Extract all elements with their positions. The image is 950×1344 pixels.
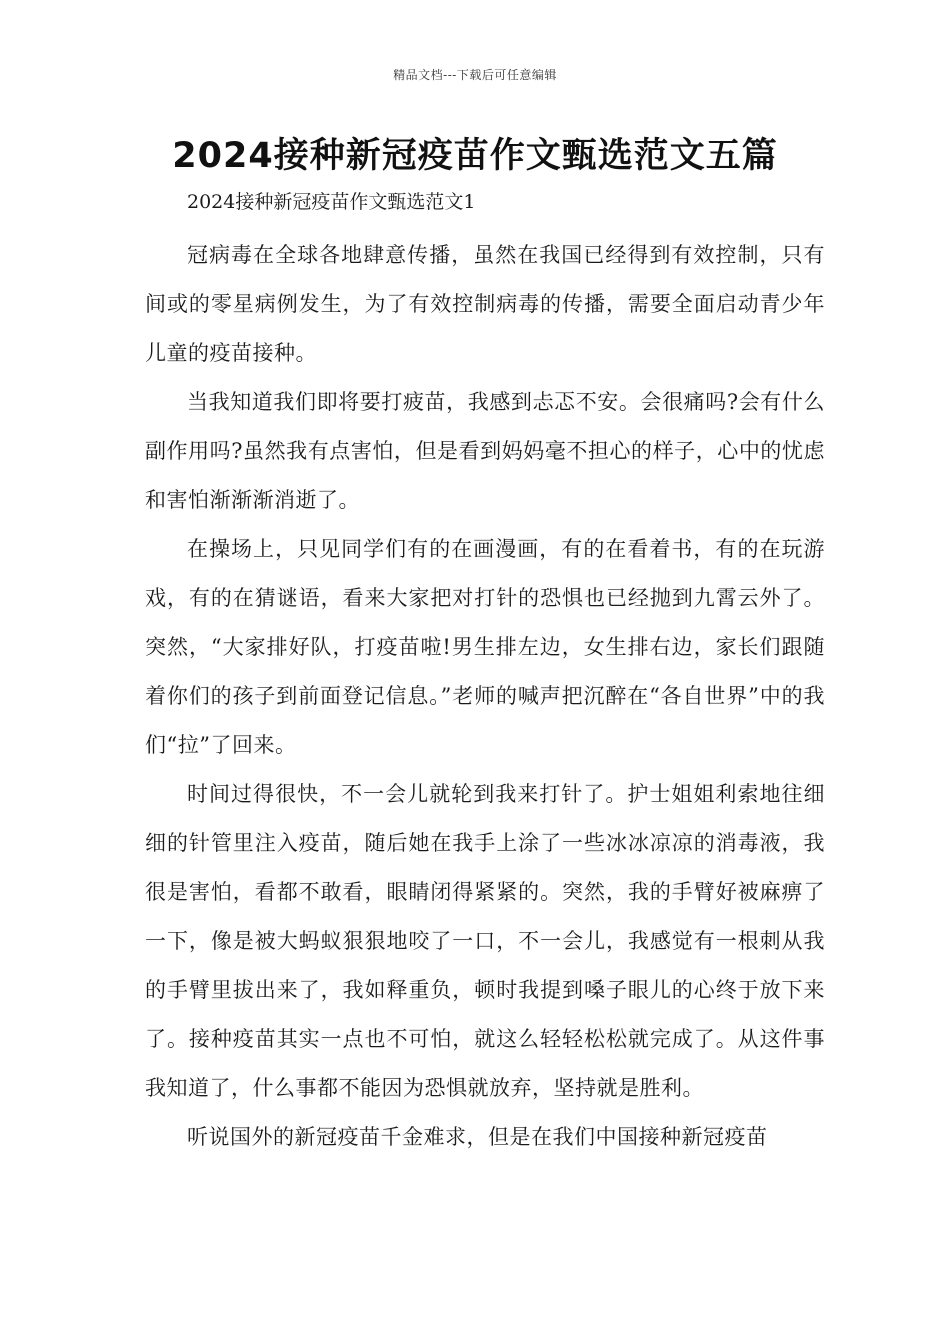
paragraph: 当我知道我们即将要打疲苗，我感到忐忑不安。会很痛吗?会有什么副作用吗?虽然我有点害怕，但是看到妈妈毫不担心的样子，心中的忧虑和害怕渐渐渐消逝了。 bbox=[145, 390, 825, 512]
document-body bbox=[145, 231, 825, 1162]
paragraph: 冠病毒在全球各地肆意传播，虽然在我国已经得到有效控制，只有间或的零星病例发生，为了有效控制病毒的传播，需要全面启动青少年儿童的疫苗接种。 bbox=[145, 243, 825, 365]
page-header: 精品文档---下载后可任意编辑 bbox=[393, 68, 557, 82]
paragraph: 在操场上，只见同学们有的在画漫画，有的在看着书，有的在玩游戏，有的在猜谜语，看来大家把对打针的恐惧也已经抛到九霄云外了。突然，“大家排好队，打疫苗啦!男生排左边，女生排右边，家长们跟随着你们的孩子到前面登记信息。”老师的喊声把沉醉在“各自世界”中的我们“拉”了回来。 bbox=[145, 537, 825, 757]
paragraph: 时间过得很快，不一会儿就轮到我来打针了。护士姐姐利索地往细细的针管里注入疫苗，随后她在我手上涂了一些冰冰凉凉的消毒液，我很是害怕，看都不敢看，眼睛闭得紧紧的。突然，我的手臂好被麻痹了一下，像是被大蚂蚁狠狠地咬了一口，不一会儿，我感觉有一根刺从我的手臂里拔出来了，我如释重负，顿时我提到嗓子眼儿的心终于放下来了。接种疫苗其实一点也不可怕，就这么轻轻松松就完成了。从这件事我知道了，什么事都不能因为恐惧就放弃，坚持就是胜利。 bbox=[145, 782, 825, 1100]
document-subtitle: 2024接种新冠疫苗作文甄选范文1 bbox=[187, 191, 476, 213]
paragraph: 听说国外的新冠疫苗千金难求，但是在我们中国接种新冠疫苗 bbox=[187, 1125, 768, 1149]
document-title: 2024接种新冠疫苗作文甄选范文五篇 bbox=[172, 136, 778, 176]
